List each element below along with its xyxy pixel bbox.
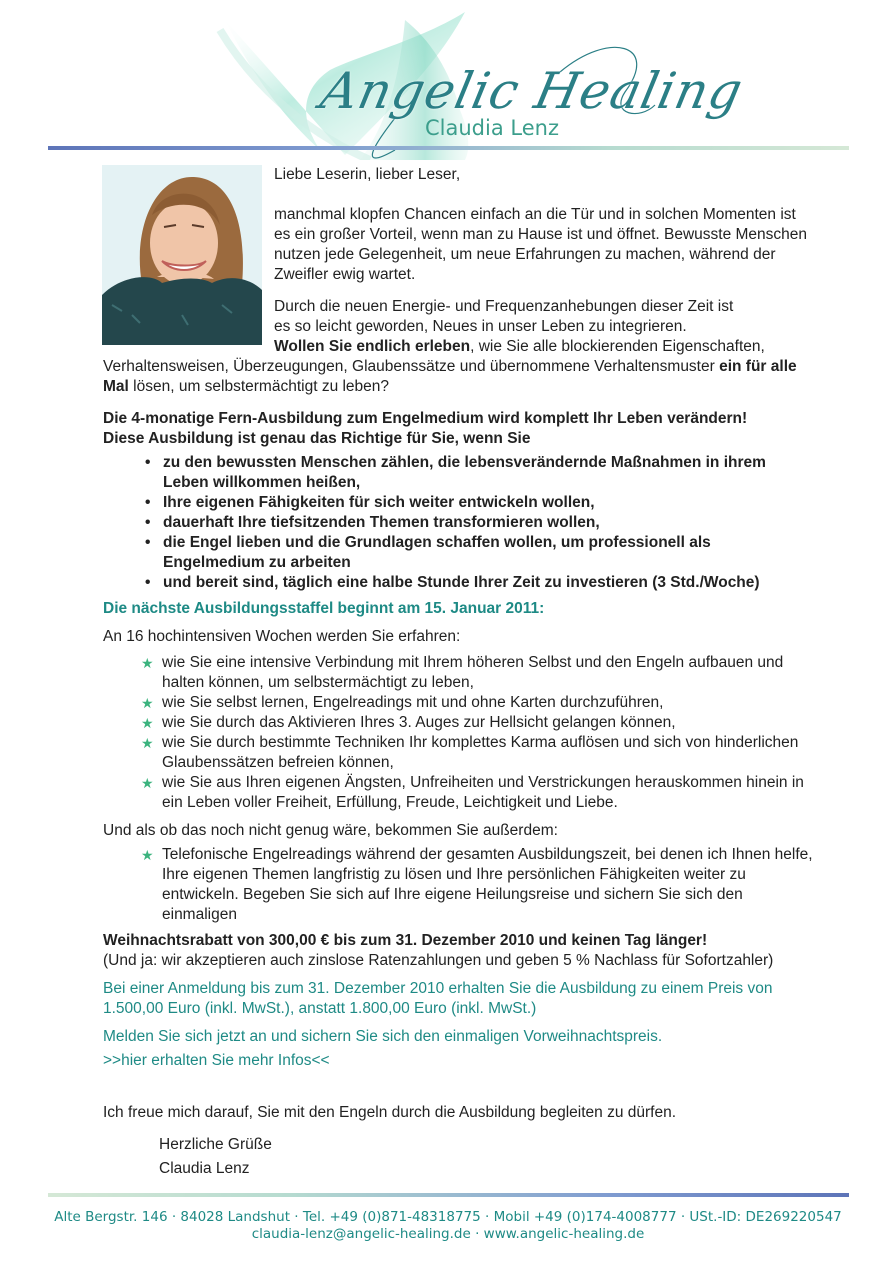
star-icon: ★ [141, 847, 154, 863]
logo-subtitle: Claudia Lenz [425, 116, 559, 140]
headline-training: Die 4-monatige Fern-Ausbildung zum Engelmedium wird komplett Ihr Leben verändern! [103, 410, 748, 427]
footer-address: Alte Bergstr. 146 · 84028 Landshut · Tel. +49 (0)871-48318775 · Mobil +49 (0)174-4008777 · USt.-ID: DE269220547 [54, 1209, 842, 1225]
bullet-icon: • [145, 454, 151, 471]
energy-emphasis-1: Wollen Sie endlich erleben [274, 338, 471, 355]
energy-emphasis-2: ein für alle Mal [103, 358, 797, 395]
weeks-intro: An 16 hochintensiven Wochen werden Sie erfahren: [103, 628, 461, 645]
next-start-heading: Die nächste Ausbildungsstaffel beginnt am 15. Januar 2011: [103, 600, 545, 617]
greeting: Liebe Leserin, lieber Leser, [274, 166, 461, 183]
price-offer: Bei einer Anmeldung bis zum 31. Dezember 2010 erhalten Sie die Ausbildung zu einem Preis von 1.500,00 Euro (inkl. MwSt.), anstatt 1.800,00 Euro (inkl. MwSt.) [103, 980, 773, 1017]
installments-note: (Und ja: wir akzeptieren auch zinslose Ratenzahlungen und geben 5 % Nachlass für Sofortzahler) [103, 952, 774, 969]
letter-body [103, 165, 813, 1179]
signature: Claudia Lenz [159, 1160, 250, 1177]
learn-item: ★ wie Sie aus Ihren eigenen Ängsten, Unfreiheiten und Verstrickungen herauskommen hinein in ein Leben voller Freiheit, Erfüllung, Freude, Leichtigkeit und Liebe. [141, 774, 804, 811]
star-icon: ★ [141, 695, 154, 711]
bonus-list [103, 845, 813, 925]
discount-notice: Weihnachtsrabatt von 300,00 € bis zum 31. Dezember 2010 und keinen Tag länger! [103, 932, 708, 949]
bonus-intro: Und als ob das noch nicht genug wäre, bekommen Sie außerdem: [103, 822, 558, 839]
footer-divider [48, 1193, 849, 1197]
footer-separator: · [470, 1226, 484, 1242]
learn-item: ★ wie Sie selbst lernen, Engelreadings mit und ohne Karten durchzuführen, [141, 694, 664, 711]
star-icon: ★ [141, 655, 154, 671]
star-icon: ★ [141, 735, 154, 751]
footer [0, 1209, 896, 1243]
intro-paragraph: manchmal klopfen Chancen einfach an die Tür und in solchen Momenten ist es ein großer Vorteil, wenn man zu Hause ist und öffnet. Bewusste Menschen nutzen jede Gelegenheit, um neue Erfahrungen zu machen, während der Zweifler ewig wartet. [274, 206, 808, 283]
more-info-link[interactable]: >>hier erhalten Sie mehr Infos<< [103, 1052, 330, 1069]
energy-paragraph [103, 297, 813, 397]
bullet-icon: • [145, 514, 151, 531]
energy-line-2: es so leicht geworden, Neues in unser Leben zu integrieren. [274, 318, 687, 335]
website-link[interactable]: www.angelic-healing.de [483, 1226, 645, 1242]
bullet-icon: • [145, 534, 151, 551]
regards: Herzliche Grüße [159, 1136, 272, 1153]
energy-line-1: Durch die neuen Energie- und Frequenzanhebungen dieser Zeit ist [274, 298, 734, 315]
footer-contact [0, 1226, 896, 1243]
logo-title: Angelic Healing [315, 62, 749, 120]
headline-target-audience: Diese Ausbildung ist genau das Richtige für Sie, wenn Sie [103, 430, 531, 447]
learn-item: ★ wie Sie durch bestimmte Techniken Ihr komplettes Karma auflösen und sich von hinderlichen Glaubenssätzen befreien können, [141, 734, 799, 771]
learn-item: ★ wie Sie durch das Aktivieren Ihres 3. Auges zur Hellsicht gelangen können, [141, 714, 676, 731]
header [0, 0, 896, 160]
email-link[interactable]: claudia-lenz@angelic-healing.de [251, 1226, 471, 1242]
star-icon: ★ [141, 775, 154, 791]
audience-item: • dauerhaft Ihre tiefsitzenden Themen transformieren wollen, [145, 514, 600, 531]
audience-item: • zu den bewussten Menschen zählen, die lebensverändernde Maßnahmen in ihrem Leben willkommen heißen, [145, 454, 766, 491]
cta-text: Melden Sie sich jetzt an und sichern Sie sich den einmaligen Vorweihnachtspreis. [103, 1028, 663, 1045]
learn-item: ★ wie Sie eine intensive Verbindung mit Ihrem höheren Selbst und den Engeln aufbauen und halten können, um selbstermächtigt zu leben, [141, 654, 784, 691]
energy-text-1: , wie Sie alle blockierenden Eigenschaften, Verhaltensweisen, Überzeugungen, Glaubenssätze und übernommene Verhaltensmuster [103, 338, 765, 375]
audience-item: • Ihre eigenen Fähigkeiten für sich weiter entwickeln wollen, [145, 494, 595, 511]
bullet-icon: • [145, 574, 151, 591]
audience-list [103, 453, 813, 593]
audience-item: • die Engel lieben und die Grundlagen schaffen wollen, um professionell als Engelmedium zu arbeiten [145, 534, 711, 571]
energy-text-2: lösen, um selbstermächtigt zu leben? [128, 378, 390, 395]
star-icon: ★ [141, 715, 154, 731]
closing-text: Ich freue mich darauf, Sie mit den Engeln durch die Ausbildung begleiten zu dürfen. [103, 1104, 677, 1121]
bullet-icon: • [145, 494, 151, 511]
learn-list [103, 653, 813, 813]
header-divider [48, 146, 849, 150]
audience-item: • und bereit sind, täglich eine halbe Stunde Ihrer Zeit zu investieren (3 Std./Woche) [145, 574, 760, 591]
bonus-item: ★ Telefonische Engelreadings während der gesamten Ausbildungszeit, bei denen ich Ihnen helfe, Ihre eigenen Themen langfristig zu lösen und Ihre persönlichen Fähigkeiten weiter zu entwickeln. Begeben Sie sich auf Ihre eigene Heilungsreise und sichern Sie sich den einmaligen [141, 846, 813, 923]
